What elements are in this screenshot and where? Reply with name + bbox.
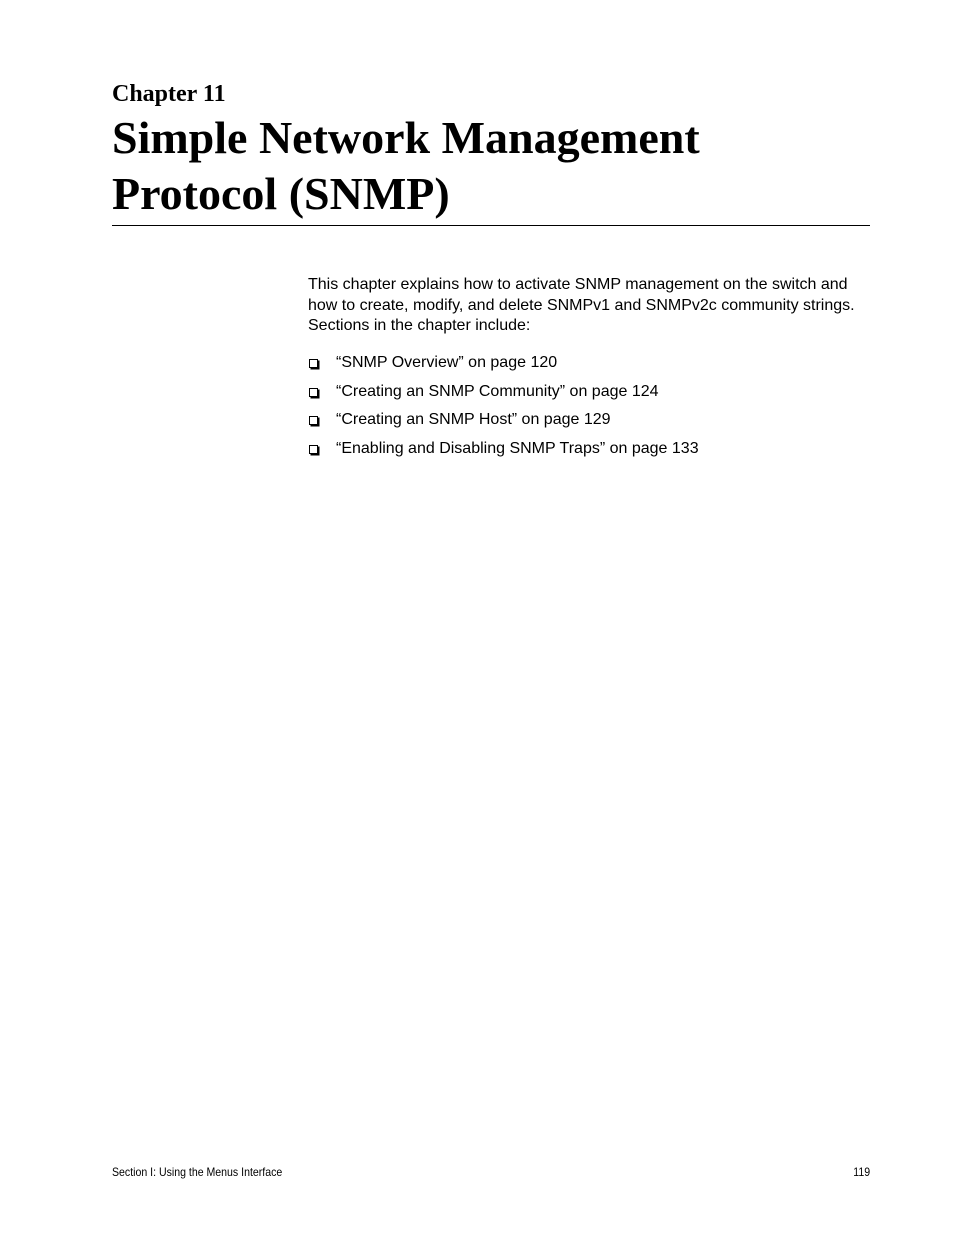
title-rule [112, 225, 870, 226]
section-list [308, 352, 699, 466]
chapter-label: Chapter 11 [112, 81, 226, 107]
footer-page-number: 119 [853, 1165, 870, 1179]
section-link-creating-host[interactable]: “Creating an SNMP Host” on page 129 [336, 411, 611, 428]
chapter-title: Simple Network Management Protocol (SNMP) [112, 112, 700, 219]
footer-section-title: Section I: Using the Menus Interface [112, 1165, 283, 1179]
checkbox-square-icon [309, 445, 318, 454]
section-link-creating-community[interactable]: “Creating an SNMP Community” on page 124 [336, 382, 659, 400]
checkbox-square-icon [309, 388, 318, 397]
list-item [308, 352, 699, 381]
list-item [308, 438, 699, 467]
section-link-snmp-overview[interactable]: “SNMP Overview” on page 120 [336, 354, 558, 371]
list-item [308, 409, 699, 438]
list-item [308, 381, 699, 410]
checkbox-square-icon [309, 359, 318, 368]
checkbox-square-icon [309, 416, 318, 425]
intro-paragraph: This chapter explains how to activate SNMP management on the switch and how to create, modify, and delete SNMPv1 and SNMPv2c community strings. Sections in the chapter include: [308, 276, 855, 334]
section-link-snmp-traps[interactable]: “Enabling and Disabling SNMP Traps” on page 133 [336, 439, 699, 457]
